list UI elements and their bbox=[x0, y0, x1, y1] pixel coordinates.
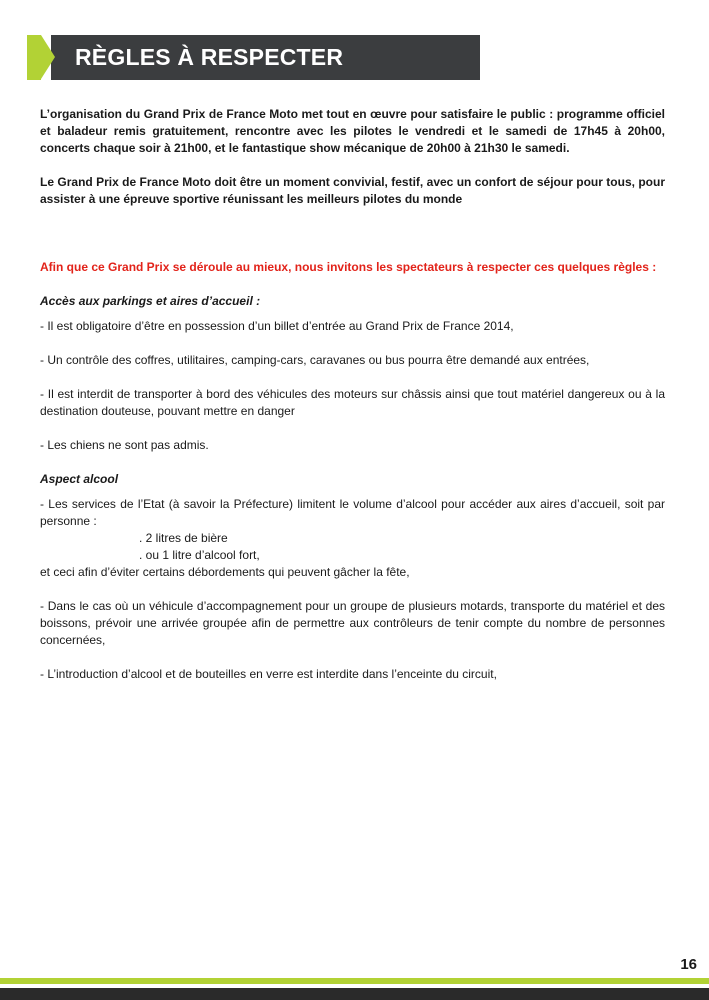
alcool-item-group-vehicle: - Dans le cas où un véhicule d’accompagnement pour un groupe de plusieurs motards, transporte du matériel et des boissons, prévoir une arrivée groupée afin de permettre aux contrôleurs de tenir compte du nombre de personnes concernées, bbox=[40, 599, 665, 647]
invitation-text: Afin que ce Grand Prix se déroule au mieux, nous invitons les spectateurs à respecter ces quelques règles : bbox=[40, 260, 657, 274]
footer-dark-band bbox=[0, 988, 709, 1000]
alcool-after: et ceci afin d’éviter certains débordements qui peuvent gâcher la fête, bbox=[40, 565, 410, 579]
alcool-heading: Aspect alcool bbox=[40, 472, 119, 486]
header-accent bbox=[27, 35, 41, 80]
section-header bbox=[27, 35, 480, 80]
page-number: 16 bbox=[680, 956, 697, 973]
parkings-item-control: - Un contrôle des coffres, utilitaires, camping-cars, caravanes ou bus pourra être demandé aux entrées, bbox=[40, 353, 590, 367]
document-body bbox=[40, 106, 665, 683]
parkings-heading: Accès aux parkings et aires d’accueil : bbox=[40, 294, 261, 308]
header-chevron bbox=[41, 35, 55, 79]
alcool-item-glass: - L’introduction d’alcool et de bouteilles en verre est interdite dans l’enceinte du circuit, bbox=[40, 667, 497, 681]
intro-paragraph-1: L’organisation du Grand Prix de France Moto met tout en œuvre pour satisfaire le public : programme officiel et baladeur remis gratuitement, rencontre avec les pilotes le vendredi et le samedi de 17h45 à 20h00, concerts chaque soir à 21h00, et le fantastique show mécanique de 20h00 à 21h30 le samedi. bbox=[40, 107, 665, 155]
parkings-item-dogs: - Les chiens ne sont pas admis. bbox=[40, 438, 209, 452]
alcool-intro: - Les services de l’Etat (à savoir la Préfecture) limitent le volume d’alcool pour accéder aux aires d’accueil, soit par personne : bbox=[40, 497, 665, 528]
page-title: RÈGLES À RESPECTER bbox=[75, 44, 344, 70]
parkings-item-dangerous: - Il est interdit de transporter à bord des véhicules des moteurs sur châssis ainsi que tout matériel dangereux ou à la destination douteuse, pouvant mettre en danger bbox=[40, 387, 665, 418]
parkings-item-ticket: - Il est obligatoire d’être en possession d’un billet d’entrée au Grand Prix de France 2014, bbox=[40, 319, 514, 333]
alcool-limit-beer: . 2 litres de bière bbox=[139, 531, 228, 545]
intro-paragraph-2: Le Grand Prix de France Moto doit être un moment convivial, festif, avec un confort de séjour pour tous, pour assister à une épreuve sportive réunissant les meilleurs pilotes du monde bbox=[40, 175, 665, 206]
footer-accent-stripe bbox=[0, 978, 709, 984]
alcool-limit-spirits: . ou 1 litre d’alcool fort, bbox=[139, 548, 260, 562]
